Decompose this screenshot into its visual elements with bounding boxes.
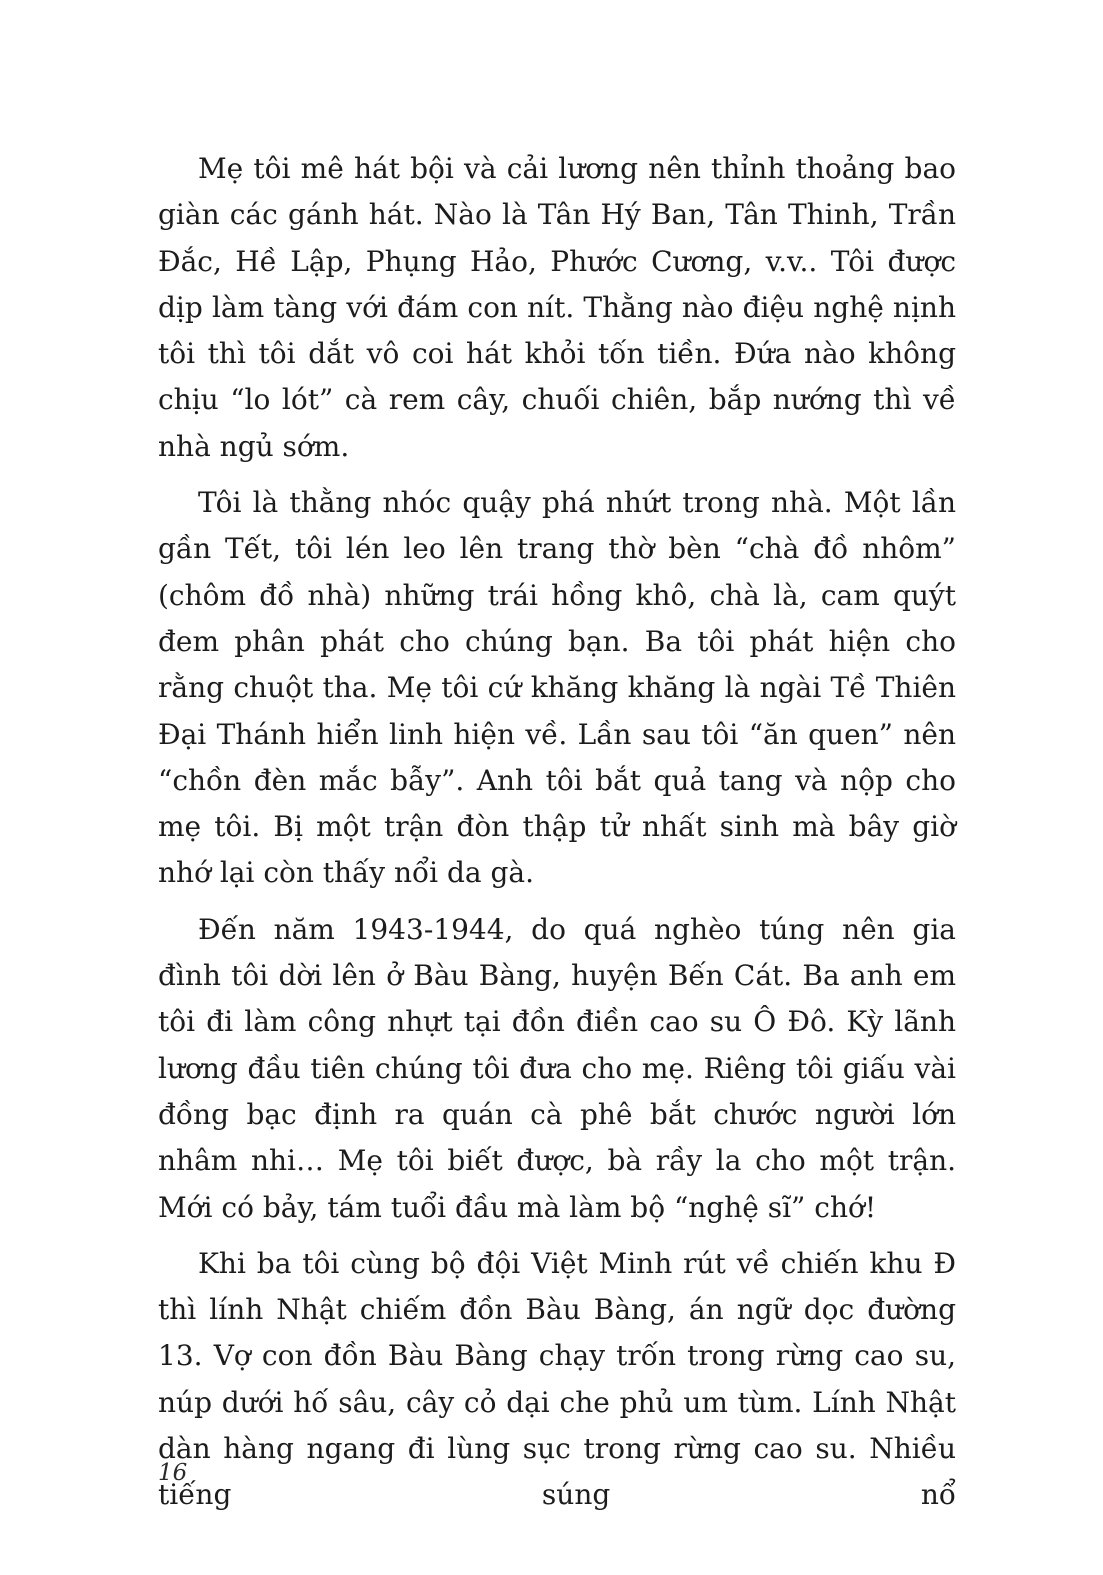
- paragraph-4: Khi ba tôi cùng bộ đội Việt Minh rút về chiến khu Đ thì lính Nhật chiếm đồn Bàu Bàng, án ngữ dọc đường 13. Vợ con đồn Bàu Bàng chạy trốn trong rừng cao su, núp dưới hố sâu, cây cỏ dại che phủ um tùm. Lính Nhật dàn hàng ngang đi lùng sục trong rừng cao su. Nhiều tiếng súng nổ: [158, 1246, 956, 1512]
- page-number: 16: [158, 1460, 188, 1486]
- paragraph-2: Tôi là thằng nhóc quậy phá nhứt trong nhà. Một lần gần Tết, tôi lén leo lên trang thờ bèn “chà đồ nhôm” (chôm đồ nhà) những trái hồng khô, chà là, cam quýt đem phân phát cho chúng bạn. Ba tôi phát hiện cho rằng chuột tha. Mẹ tôi cứ khăng khăng là ngài Tề Thiên Đại Thánh hiển linh hiện về. Lần sau tôi “ăn quen” nên “chồn đèn mắc bẫy”. Anh tôi bắt quả tang và nộp cho mẹ tôi. Bị một trận đòn thập tử nhất sinh mà bây giờ nhớ lại còn thấy nổi da gà.: [158, 486, 956, 890]
- page-body: [158, 146, 956, 1529]
- paragraph-3: Đến năm 1943-1944, do quá nghèo túng nên gia đình tôi dời lên ở Bàu Bàng, huyện Bến Cát. Ba anh em tôi đi làm công nhựt tại đồn điền cao su Ô Đô. Kỳ lãnh lương đầu tiên chúng tôi đưa cho mẹ. Riêng tôi giấu vài đồng bạc định ra quán cà phê bắt chước người lớn nhâm nhi… Mẹ tôi biết được, bà rầy la cho một trận. Mới có bảy, tám tuổi đầu mà làm bộ “nghệ sĩ” chớ!: [158, 912, 956, 1224]
- paragraph-1: Mẹ tôi mê hát bội và cải lương nên thỉnh thoảng bao giàn các gánh hát. Nào là Tân Hý Ban, Tân Thinh, Trần Đắc, Hề Lập, Phụng Hảo, Phước Cương, v.v.. Tôi được dịp làm tàng với đám con nít. Thằng nào điệu nghệ nịnh tôi thì tôi dắt vô coi hát khỏi tốn tiền. Đứa nào không chịu “lo lót” cà rem cây, chuối chiên, bắp nướng thì về nhà ngủ sớm.: [158, 152, 956, 463]
